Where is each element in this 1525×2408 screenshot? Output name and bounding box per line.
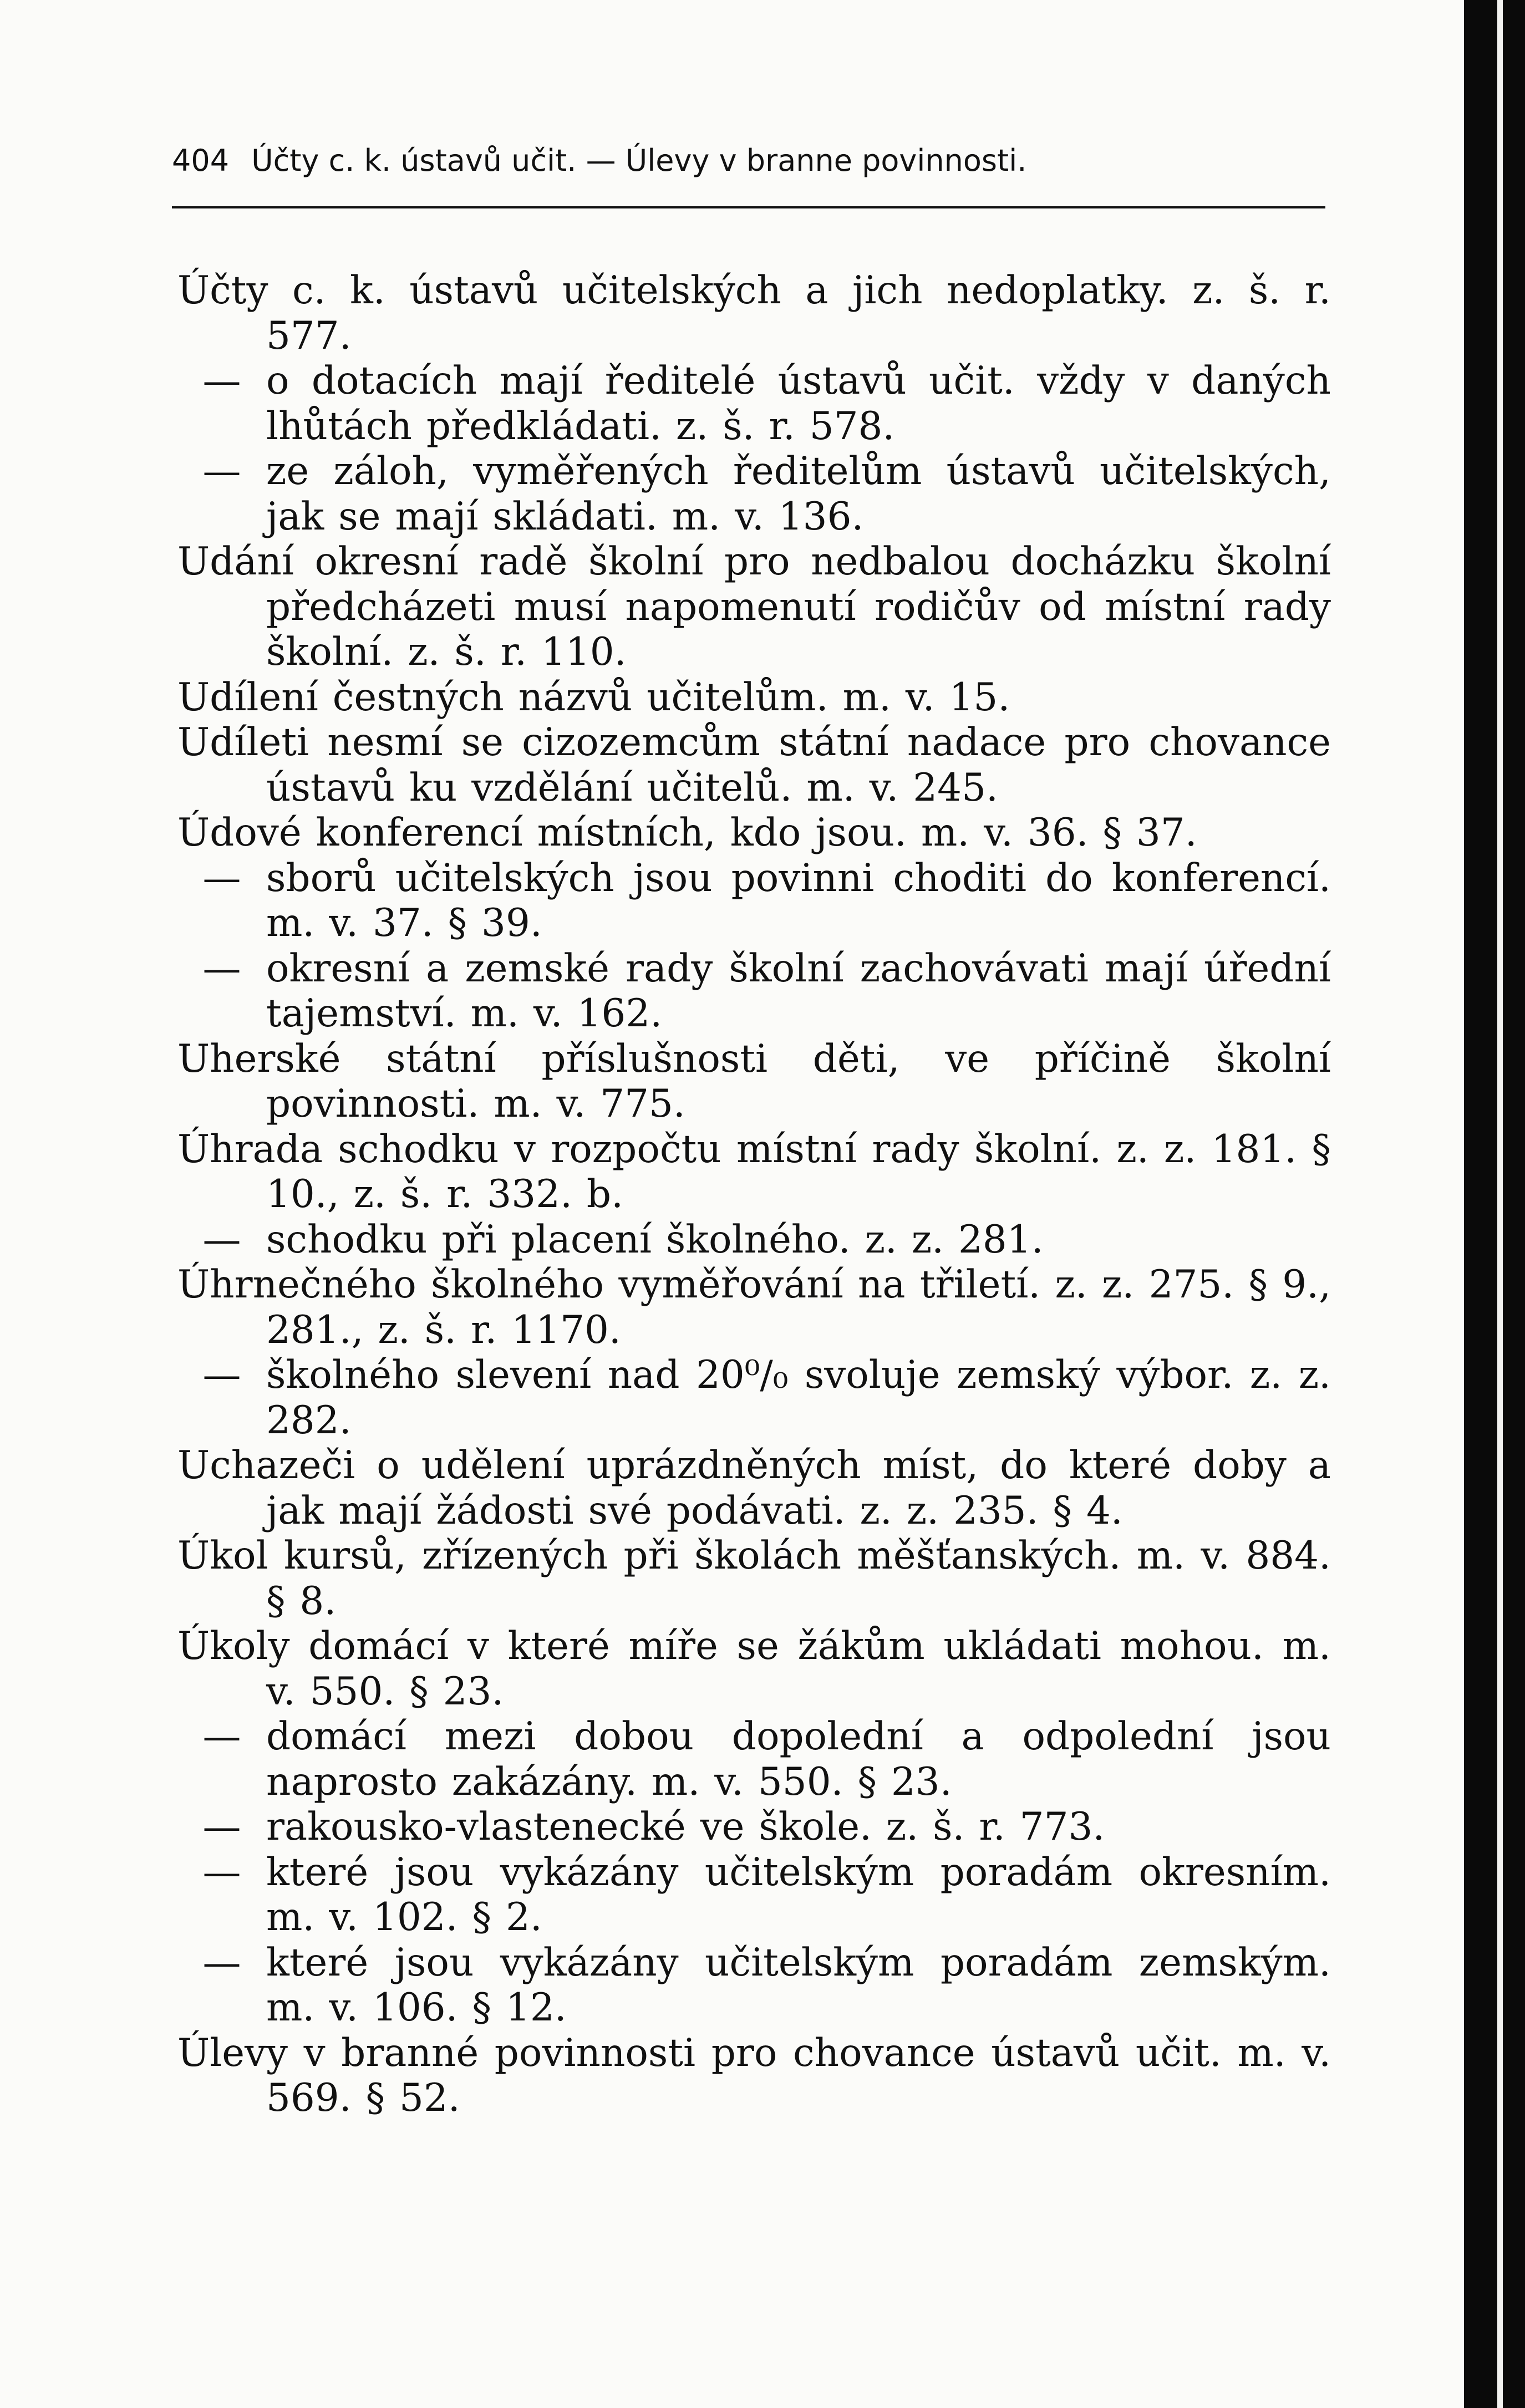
index-entry: Udání okresní radě školní pro nedbalou docházku školní předcházeti musí napomenutí rodičův od místní rady školní. z. š. r. 110. (177, 539, 1331, 674)
scan-edge (1497, 0, 1503, 2408)
index-entry: Úkoly domácí v které míře se žákům ukládati mohou. m. v. 550. § 23. (177, 1624, 1331, 1714)
index-subentry: — schodku při placení školného. z. z. 281. (177, 1218, 1331, 1263)
index-entry: Udílení čestných názvů učitelům. m. v. 15. (177, 675, 1010, 720)
index-entries (177, 268, 1331, 2121)
index-subentry: — rakousko-vlastenecké ve škole. z. š. r. 773. (177, 1805, 1331, 1850)
index-subentry: — o dotacích mají ředitelé ústavů učit. vždy v daných lhůtách předkládati. z. š. r. 578. (177, 359, 1331, 449)
subentry-dash: — (202, 1353, 241, 1397)
index-subentry: — které jsou vykázány učitelským poradám zemským. m. v. 106. § 12. (177, 1941, 1331, 2031)
subentry-dash: — (202, 359, 241, 403)
scan-gutter (1464, 0, 1525, 2408)
subentry-dash: — (202, 1714, 241, 1759)
running-header (172, 143, 1325, 193)
index-subentry: — které jsou vykázány učitelským poradám okresním. m. v. 102. § 2. (177, 1850, 1331, 1941)
running-title: Účty c. k. ústavů učit. — Úlevy v branne povinnosti. (251, 143, 1027, 178)
index-entry: Udíleti nesmí se cizozemcům státní nadace pro chovance ústavů ku vzdělání učitelů. m. v. 245. (177, 720, 1331, 810)
index-entry: Úhrada schodku v rozpočtu místní rady školní. z. z. 181. § 10., z. š. r. 332. b. (177, 1127, 1331, 1216)
index-entry: Úkol kursů, zřízených při školách měšťanských. m. v. 884. § 8. (177, 1534, 1331, 1623)
index-entry: Uherské státní příslušnosti děti, ve příčině školní povinnosti. m. v. 775. (177, 1036, 1331, 1126)
subentry-dash: — (202, 1217, 241, 1262)
index-entry: Účty c. k. ústavů učitelských a jich nedoplatky. z. š. r. 577. (177, 268, 1331, 358)
index-entry: Údové konferencí místních, kdo jsou. m. v. 36. § 37. (177, 811, 1197, 855)
subentry-dash: — (202, 449, 241, 493)
subentry-dash: — (202, 856, 241, 900)
index-entry: Úhrnečného školného vyměřování na třiletí. z. z. 275. § 9., 281., z. š. r. 1170. (177, 1262, 1331, 1352)
index-subentry: — okresní a zemské rady školní zachovávati mají úřední tajemství. m. v. 162. (177, 946, 1331, 1037)
index-subentry: — ze záloh, vyměřených ředitelům ústavů učitelských, jak se mají skládati. m. v. 136. (177, 449, 1331, 539)
index-entry: Úlevy v branné povinnosti pro chovance ústavů učit. m. v. 569. § 52. (177, 2030, 1331, 2120)
index-subentry: — sborů učitelských jsou povinni choditi do konferencí. m. v. 37. § 39. (177, 856, 1331, 946)
subentry-dash: — (202, 1805, 241, 1849)
index-entry: Uchazeči o udělení uprázdněných míst, do které doby a jak mají žádosti své podávati. z. z. 235. § 4. (177, 1443, 1331, 1533)
subentry-dash: — (202, 946, 241, 991)
header-rule (172, 206, 1325, 208)
index-subentry: — školného slevení nad 20⁰/₀ svoluje zemský výbor. z. z. 282. (177, 1353, 1331, 1443)
index-subentry: — domácí mezi dobou dopolední a odpolední jsou naprosto zakázány. m. v. 550. § 23. (177, 1714, 1331, 1805)
subentry-dash: — (202, 1940, 241, 1985)
page-number: 404 (172, 143, 230, 178)
subentry-dash: — (202, 1850, 241, 1895)
